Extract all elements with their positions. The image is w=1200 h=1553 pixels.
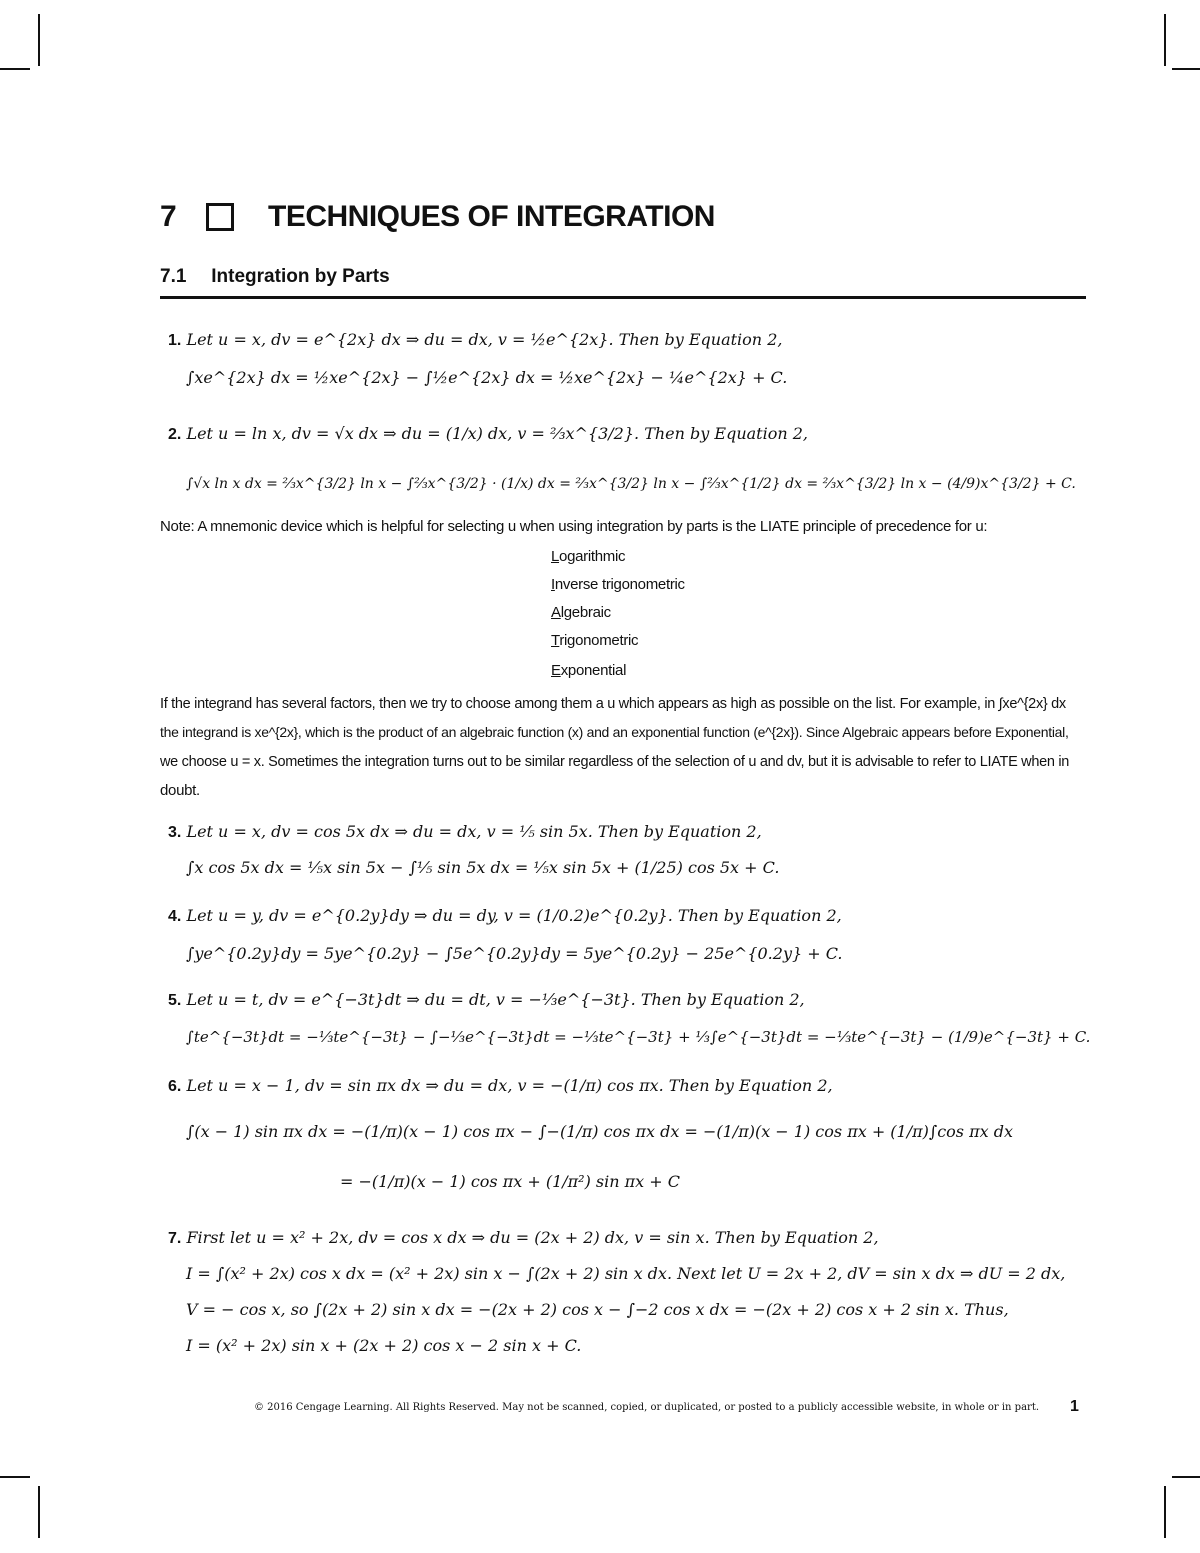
section-title: Integration by Parts <box>211 266 390 287</box>
problem-text: Let u = x, dv = cos 5x dx ⇒ du = dx, v = ⅕ sin 5x. Then by Equation 2, <box>186 822 762 841</box>
problem-text: Let u = y, dv = e^{0.2y}dy ⇒ du = dy, v = (1/0.2)e^{0.2y}. Then by Equation 2, <box>186 906 842 925</box>
problem-number: 3. <box>168 824 182 841</box>
problem-1-line-2 <box>186 368 787 387</box>
liate-item: Logarithmic <box>551 548 626 565</box>
liate-item: Exponential <box>551 662 627 679</box>
crop-mark <box>0 1476 30 1478</box>
problem-7-line-4 <box>186 1336 581 1355</box>
problem-3-line-2 <box>186 858 779 877</box>
problem-7-line-3 <box>186 1300 1009 1319</box>
problem-7-line-2 <box>186 1264 1065 1283</box>
problem-text: ∫x cos 5x dx = ⅕x sin 5x − ∫⅕ sin 5x dx = ⅕x sin 5x + (1/25) cos 5x + C. <box>186 858 780 877</box>
problem-text: ∫ye^{0.2y}dy = 5ye^{0.2y} − ∫5e^{0.2y}dy = 5ye^{0.2y} − 25e^{0.2y} + C. <box>186 944 843 963</box>
problem-text: First let u = x² + 2x, dv = cos x dx ⇒ du = (2x + 2) dx, v = sin x. Then by Equation 2, <box>186 1228 879 1247</box>
crop-mark <box>0 68 30 70</box>
crop-mark <box>38 14 40 66</box>
section-divider <box>160 296 1086 299</box>
problem-number: 4. <box>168 908 182 925</box>
liate-item: Trigonometric <box>551 632 639 649</box>
problem-text: Let u = x − 1, dv = sin πx dx ⇒ du = dx, v = −(1/π) cos πx. Then by Equation 2, <box>186 1076 833 1095</box>
problem-number: 5. <box>168 992 182 1009</box>
square-icon <box>206 203 234 231</box>
problem-7-line-1 <box>168 1228 879 1248</box>
problem-text: Let u = t, dv = e^{−3t}dt ⇒ du = dt, v = −⅓e^{−3t}. Then by Equation 2, <box>186 990 805 1009</box>
problem-text: Let u = ln x, dv = √x dx ⇒ du = (1/x) dx, v = ⅔x^{3/2}. Then by Equation 2, <box>186 424 809 443</box>
problem-text: I = (x² + 2x) sin x + (2x + 2) cos x − 2 sin x + C. <box>186 1336 582 1355</box>
crop-mark <box>38 1486 40 1538</box>
note-paragraph-line: the integrand is xe^{2x}, which is the product of an algebraic function (x) and an exponential function (e^{2x}). Since Algebraic appears before Exponential, <box>160 724 1069 740</box>
crop-mark <box>1164 1486 1166 1538</box>
problem-text: ∫xe^{2x} dx = ½xe^{2x} − ∫½e^{2x} dx = ½xe^{2x} − ¼e^{2x} + C. <box>186 368 788 387</box>
problem-number: 2. <box>168 426 182 443</box>
chapter-title-text: TECHNIQUES OF INTEGRATION <box>268 200 715 233</box>
note-intro: Note: A mnemonic device which is helpful for selecting u when using integration by parts is the LIATE principle of precedence for u: <box>160 518 988 535</box>
problem-1-line-1 <box>168 330 782 350</box>
liate-item: Algebraic <box>551 604 611 621</box>
section-number: 7.1 <box>160 266 187 287</box>
problem-6-line-3 <box>340 1172 680 1191</box>
problem-text: ∫(x − 1) sin πx dx = −(1/π)(x − 1) cos πx − ∫−(1/π) cos πx dx = −(1/π)(x − 1) cos πx + (1/π)∫cos πx dx <box>186 1122 1013 1141</box>
problem-text: = −(1/π)(x − 1) cos πx + (1/π²) sin πx + C <box>340 1172 680 1191</box>
crop-mark <box>1164 14 1166 66</box>
problem-2-line-1 <box>168 424 808 444</box>
problem-6-line-2 <box>186 1122 1013 1141</box>
crop-mark <box>1172 1476 1200 1478</box>
problem-4-line-1 <box>168 906 842 926</box>
problem-2-line-2 <box>186 476 1076 492</box>
section-heading <box>160 266 390 288</box>
problem-5-line-2 <box>186 1028 1090 1046</box>
problem-text: V = − cos x, so ∫(2x + 2) sin x dx = −(2x + 2) cos x − ∫−2 cos x dx = −(2x + 2) cos x + 2 sin x. Thus, <box>186 1300 1009 1319</box>
problem-4-line-2 <box>186 944 843 963</box>
chapter-number: 7 <box>160 200 177 233</box>
note-paragraph-line: If the integrand has several factors, then we try to choose among them a u which appears as high as possible on the list. For example, in ∫xe^{2x} dx <box>160 696 1066 712</box>
problem-3-line-1 <box>168 822 762 842</box>
problem-text: I = ∫(x² + 2x) cos x dx = (x² + 2x) sin x − ∫(2x + 2) sin x dx. Next let U = 2x + 2, dV = sin x dx ⇒ dU = 2 dx, <box>186 1264 1066 1283</box>
crop-mark <box>1172 68 1200 70</box>
problem-number: 1. <box>168 332 182 349</box>
liate-item: Inverse trigonometric <box>551 576 685 593</box>
problem-5-line-1 <box>168 990 805 1010</box>
chapter-title <box>160 200 715 234</box>
problem-6-line-1 <box>168 1076 833 1096</box>
problem-number: 7. <box>168 1230 182 1247</box>
problem-text: ∫√x ln x dx = ⅔x^{3/2} ln x − ∫⅔x^{3/2} · (1/x) dx = ⅔x^{3/2} ln x − ∫⅔x^{1/2} dx = ⅔x^{3/2} ln x − (4/9)x^{3/2} + C. <box>186 476 1076 492</box>
problem-text: ∫te^{−3t}dt = −⅓te^{−3t} − ∫−⅓e^{−3t}dt = −⅓te^{−3t} + ⅓∫e^{−3t}dt = −⅓te^{−3t} − (1/9)e^{−3t} + C. <box>186 1028 1091 1046</box>
problem-number: 6. <box>168 1078 182 1095</box>
copyright-footer: © 2016 Cengage Learning. All Rights Reserved. May not be scanned, copied, or duplicated, or posted to a publicly accessible website, in whole or in part. <box>254 1402 1040 1413</box>
problem-text: Let u = x, dv = e^{2x} dx ⇒ du = dx, v = ½e^{2x}. Then by Equation 2, <box>186 330 783 349</box>
note-paragraph-line: we choose u = x. Sometimes the integration turns out to be similar regardless of the selection of u and dv, but it is advisable to refer to LIATE when in <box>160 754 1070 770</box>
page-number: 1 <box>1070 1398 1079 1415</box>
note-paragraph-line: doubt. <box>160 782 200 799</box>
